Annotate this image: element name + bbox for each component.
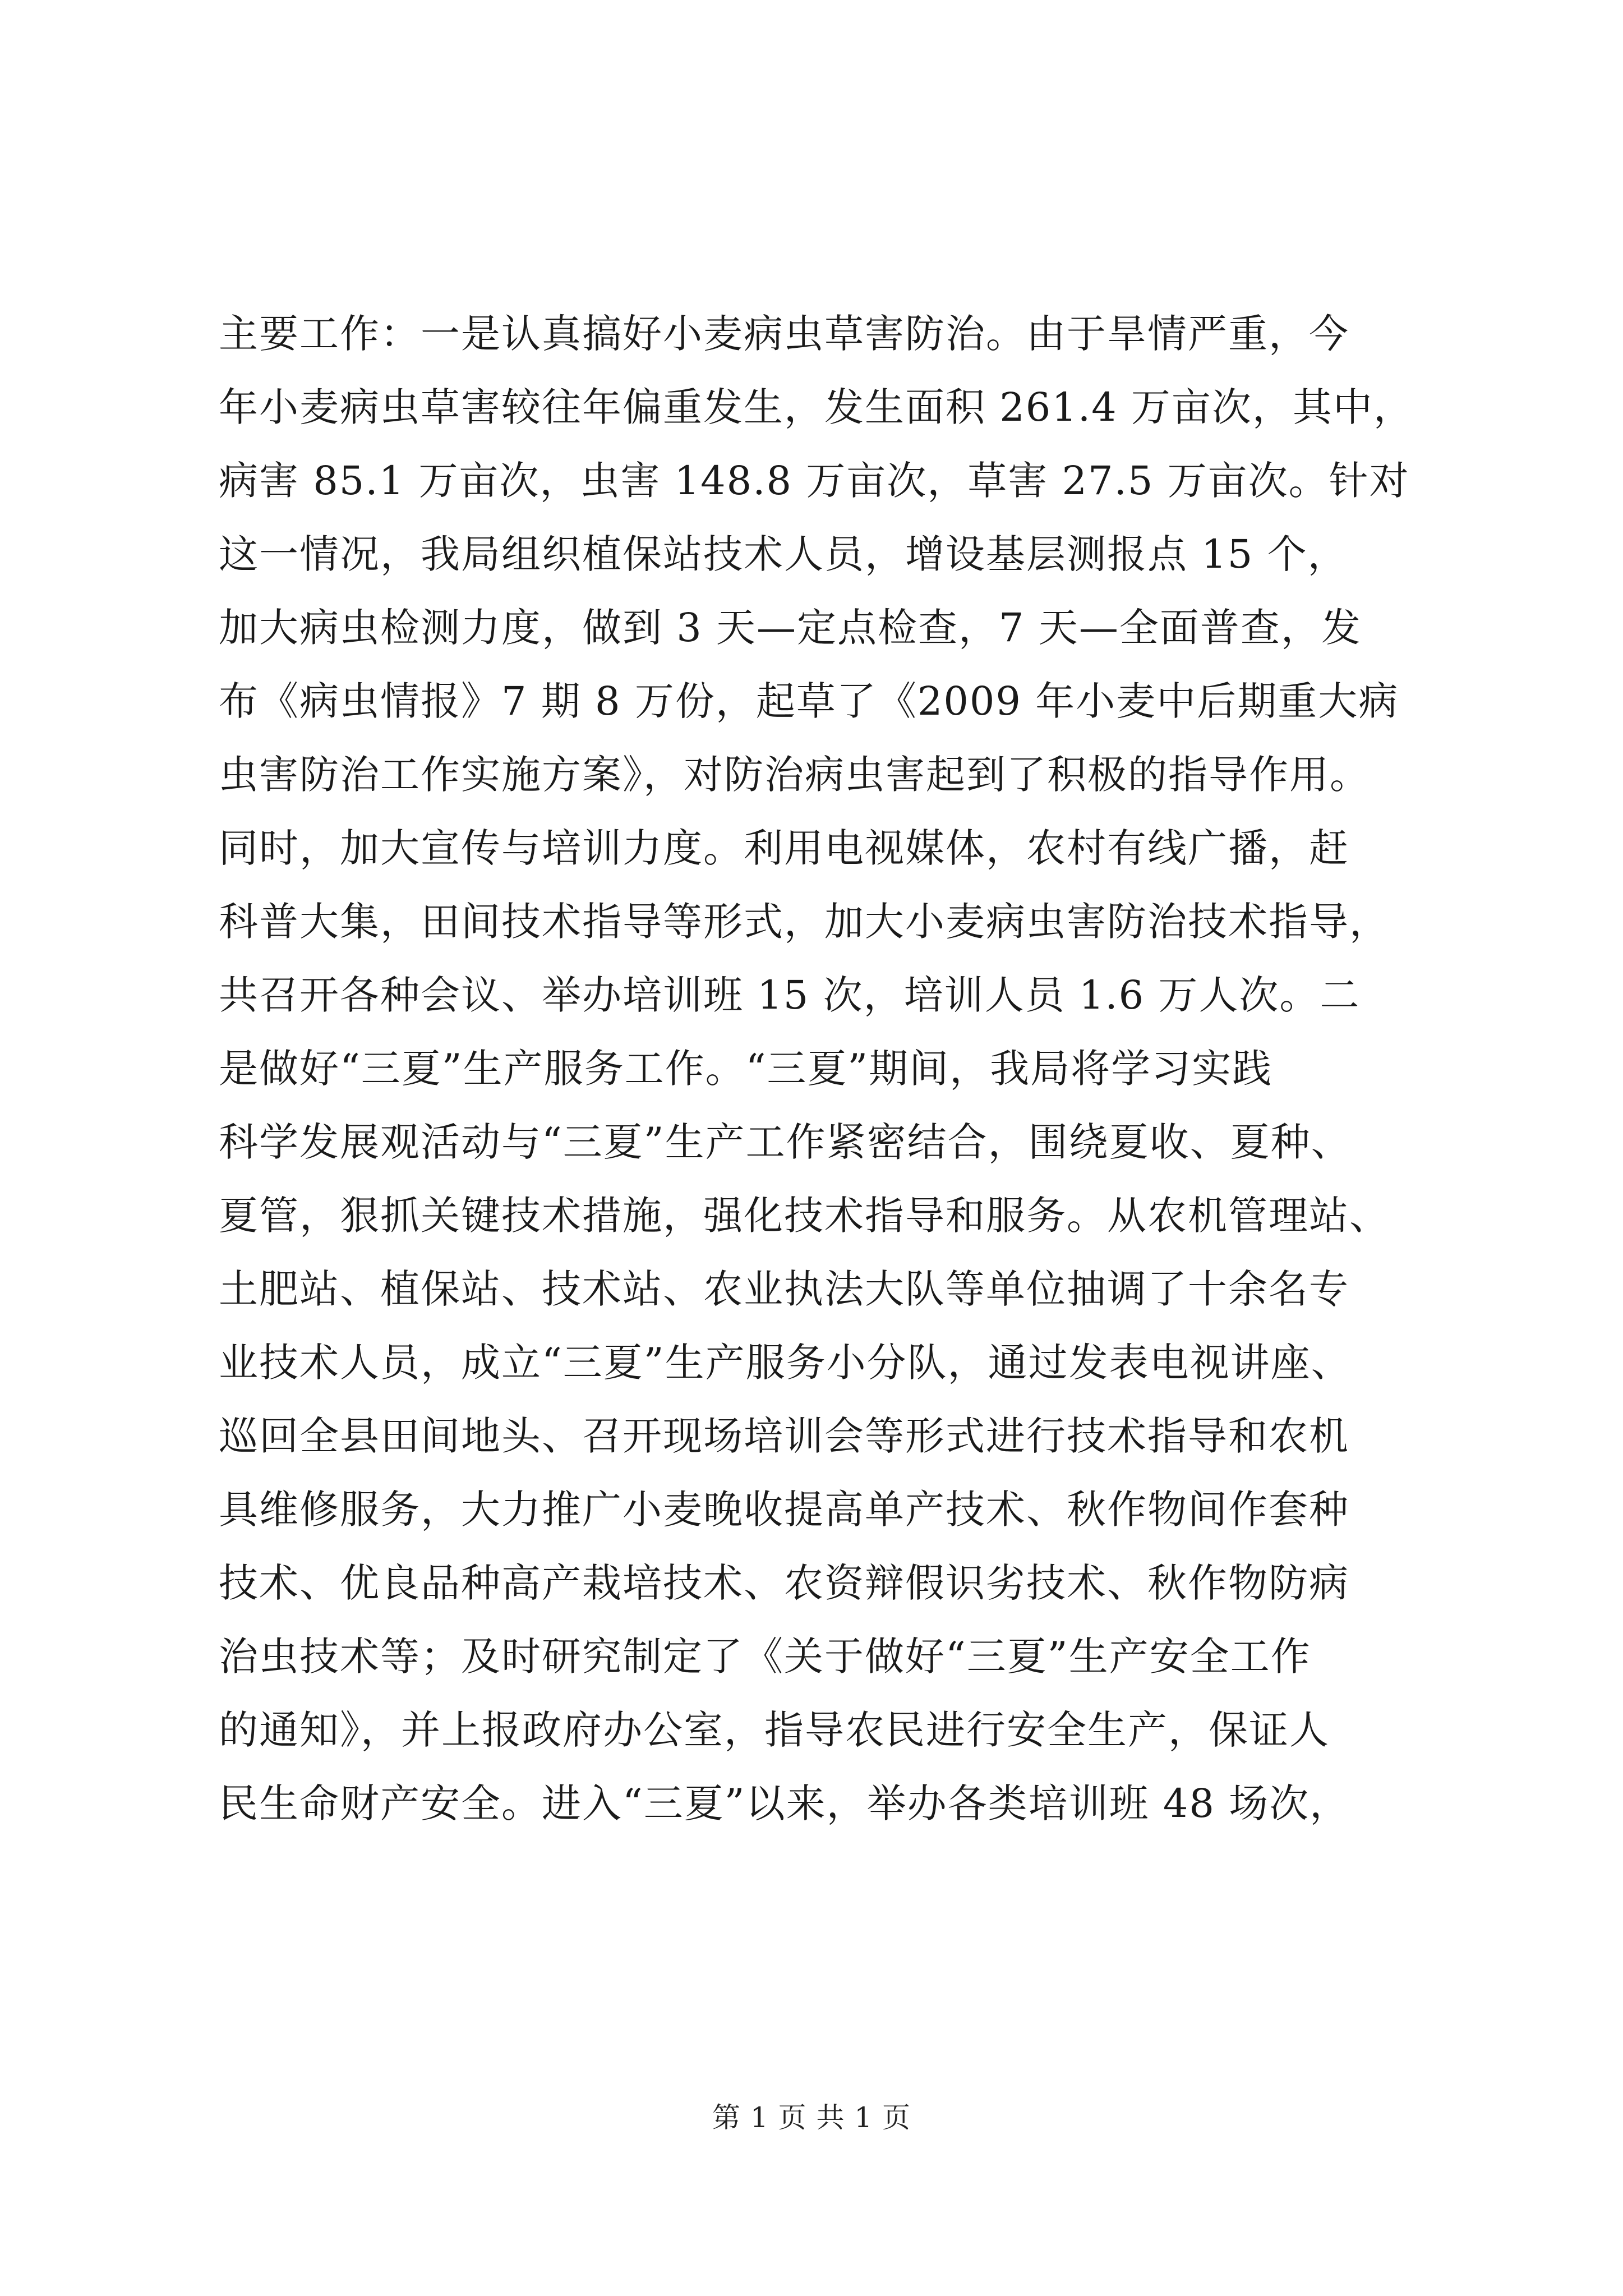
text-line: 民生命财产安全。进入“三夏”以来，举办各类培训班 48 场次， (219, 1780, 1350, 1826)
text-line: 这一情况，我局组织植保站技术人员，增设基层测报点 15 个， (219, 531, 1348, 577)
text-line: 夏管，狠抓关键技术措施，强化技术指导和服务。从农机管理站、 (219, 1193, 1390, 1239)
text-line: 主要工作：一是认真搞好小麦病虫草害防治。由于旱情严重，今 (219, 311, 1349, 357)
text-line: 技术、优良品种高产栽培技术、农资辩假识劣技术、秋作物防病 (219, 1560, 1349, 1606)
text-line: 巡回全县田间地头、召开现场培训会等形式进行技术指导和农机 (219, 1413, 1349, 1459)
text-line: 加大病虫检测力度，做到 3 天—定点检查，7 天—全面普查，发 (219, 605, 1362, 651)
text-line: 具维修服务，大力推广小麦晚收提高单产技术、秋作物间作套种 (219, 1487, 1349, 1533)
text-line: 同时，加大宣传与培训力度。利用电视媒体，农村有线广播，赶 (219, 825, 1349, 871)
text-line: 土肥站、植保站、技术站、农业执法大队等单位抽调了十余名专 (219, 1266, 1349, 1312)
text-line: 业技术人员，成立“三夏”生产服务小分队，通过发表电视讲座、 (219, 1340, 1352, 1386)
text-line: 病害 85.1 万亩次，虫害 148.8 万亩次，草害 27.5 万亩次。针对 (219, 458, 1410, 504)
text-line: 科普大集，田间技术指导等形式，加大小麦病虫害防治技术指导， (219, 899, 1390, 945)
text-line: 布《病虫情报》7 期 8 万份，起草了《2009 年小麦中后期重大病 (219, 678, 1399, 724)
text-line: 年小麦病虫草害较往年偏重发生，发生面积 261.4 万亩次，其中， (219, 384, 1414, 430)
text-line: 的通知》，并上报政府办公室，指导农民进行安全生产，保证人 (219, 1707, 1330, 1753)
page-number-label: 第 1 页 共 1 页 (712, 2101, 911, 2134)
text-line: 共召开各种会议、举办培训班 15 次，培训人员 1.6 万人次。二 (219, 972, 1361, 1018)
page-footer (0, 2101, 1623, 2134)
text-line: 虫害防治工作实施方案》，对防治病虫害起到了积极的指导作用。 (219, 752, 1370, 798)
body-text (219, 297, 1419, 1841)
text-line: 科学发展观活动与“三夏”生产工作紧密结合，围绕夏收、夏种、 (219, 1119, 1352, 1165)
text-line: 是做好“三夏”生产服务工作。“三夏”期间，我局将学习实践 (219, 1046, 1273, 1092)
text-line: 治虫技术等；及时研究制定了《关于做好“三夏”生产安全工作 (219, 1634, 1311, 1680)
